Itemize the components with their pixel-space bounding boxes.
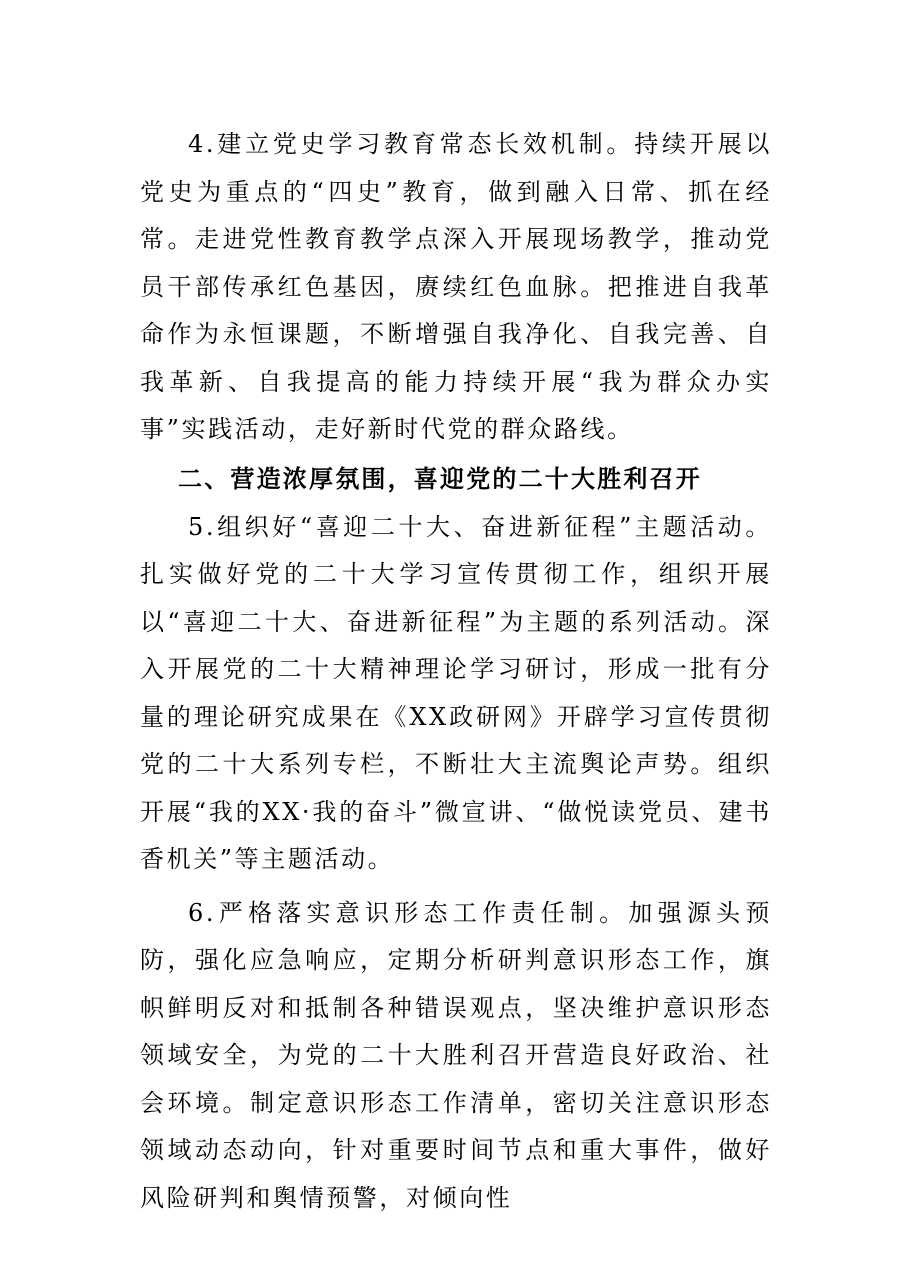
- document-body: [140, 121, 772, 1222]
- paragraph-item-4: 4.建立党史学习教育常态长效机制。持续开展以党史为重点的“四史”教育，做到融入日常、抓在经常。走进党性教育教学点深入开展现场教学，推动党员干部传承红色基因，赓续红色血脉。把推进自我革命作为永恒课题，不断增强自我净化、自我完善、自我革新、自我提高的能力持续开展“我为群众办实事”实践活动，走好新时代党的群众路线。: [140, 130, 772, 443]
- paragraph-item-6: 6.严格落实意识形态工作责任制。加强源头预防，强化应急响应，定期分析研判意识形态工作，旗帜鲜明反对和抵制各种错误观点，坚决维护意识形态领域安全，为党的二十大胜利召开营造良好政治、社会环境。制定意识形态工作清单，密切关注意识形态领域动态动向，针对重要时间节点和重大事件，做好风险研判和舆情预警，对倾向性: [140, 898, 772, 1212]
- section-heading-2: 二、营造浓厚氛围，喜迎党的二十大胜利召开: [178, 464, 702, 493]
- paragraph-item-5: 5.组织好“喜迎二十大、奋进新征程”主题活动。扎实做好党的二十大学习宣传贯彻工作，组织开展以“喜迎二十大、奋进新征程”为主题的系列活动。深入开展党的二十大精神理论学习研讨，形成一批有分量的理论研究成果在《XX政研网》开辟学习宣传贯彻党的二十大系列专栏，不断壮大主流舆论声势。组织开展“我的XX·我的奋斗”微宣讲、“做悦读党员、建书香机关”等主题活动。: [140, 512, 772, 873]
